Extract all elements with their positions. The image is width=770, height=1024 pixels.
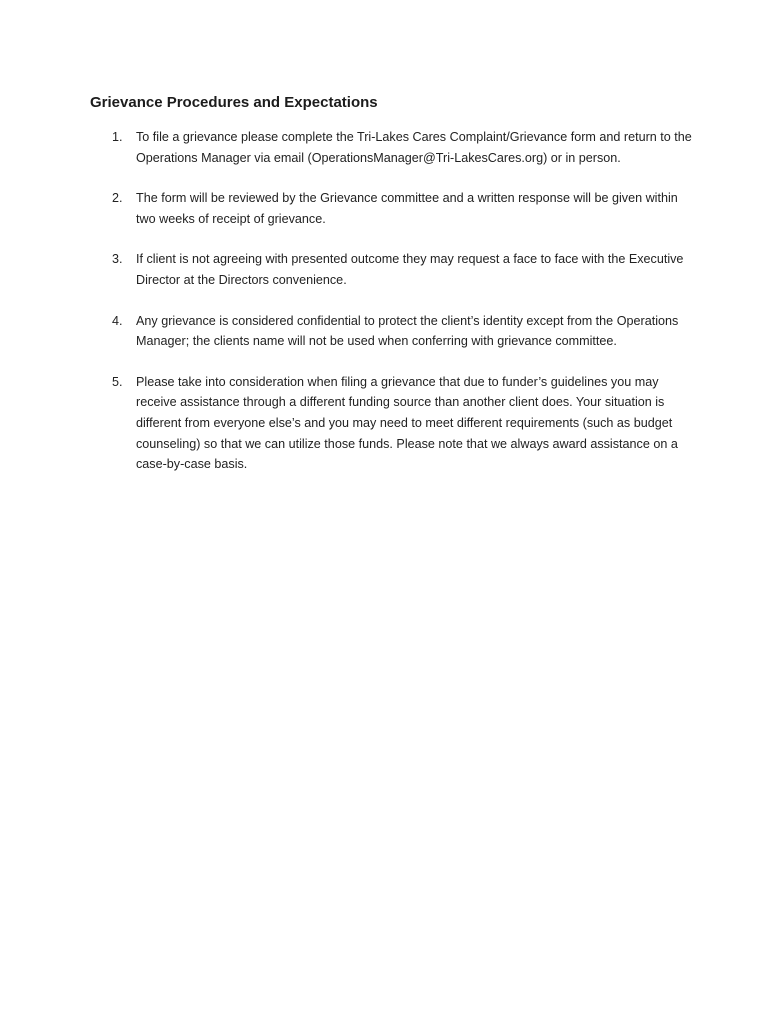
- list-item-number: 3.: [112, 252, 123, 267]
- list-item-text: The form will be reviewed by the Grievance committee and a written response will be given within two weeks of receipt of grievance.: [136, 191, 678, 226]
- grievance-procedure-list: [112, 127, 692, 495]
- list-item: [112, 372, 692, 475]
- list-item-text: If client is not agreeing with presented outcome they may request a face to face with the Executive Director at the Directors convenience.: [136, 252, 684, 287]
- list-item-text: Please take into consideration when filing a grievance that due to funder’s guidelines you may receive assistance through a different funding source than another client does. Your situation is different from everyone else’s and you may need to meet different requirements (such as budget counseling) so that we can utilize those funds. Please note that we always award assistance on a case-by-case basis.: [136, 374, 678, 472]
- list-item: [112, 311, 692, 352]
- list-item-number: 4.: [112, 313, 123, 328]
- page-title: Grievance Procedures and Expectations: [90, 94, 378, 111]
- list-item-number: 2.: [112, 191, 123, 206]
- list-item: [112, 249, 692, 290]
- list-item: [112, 127, 692, 168]
- list-item-text: To file a grievance please complete the Tri-Lakes Cares Complaint/Grievance form and return to the Operations Manager via email (OperationsManager@Tri-LakesCares.org) or in person.: [136, 130, 692, 165]
- list-item-number: 1.: [112, 130, 123, 144]
- list-item: [112, 188, 692, 229]
- list-item-number: 5.: [112, 374, 123, 389]
- list-item-text: Any grievance is considered confidential to protect the client’s identity except from the Operations Manager; the clients name will not be used when conferring with grievance committee.: [136, 313, 679, 349]
